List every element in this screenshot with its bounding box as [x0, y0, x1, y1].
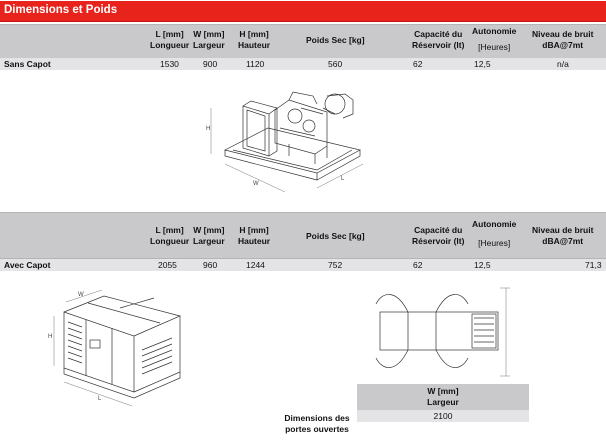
doors-value: 2100 — [357, 410, 529, 422]
header-autonomie: Autonomie [Heures] — [472, 26, 517, 52]
genset-open-drawing — [205, 88, 375, 200]
header-bruit: Niveau de bruit dBA@7mt — [532, 29, 594, 50]
header-capacite: Capacité du Réservoir (lt) — [412, 29, 465, 50]
header-sans-capot — [0, 24, 606, 60]
header-h: H [mm] Hauteur — [238, 225, 271, 246]
cell-autonomie: 12,5 — [474, 59, 491, 69]
cell-w: 900 — [203, 59, 218, 69]
header-poids: Poids Sec [kg] — [306, 231, 365, 241]
cell-l: 2055 — [158, 260, 177, 270]
row-sans-capot — [0, 58, 606, 70]
dim-label-l: L — [98, 396, 102, 402]
doors-header: W [mm] Largeur — [357, 384, 529, 410]
doors-open-drawing — [372, 284, 522, 384]
dim-label-h: H — [48, 334, 53, 340]
section-title: Dimensions et Poids — [4, 4, 118, 16]
header-autonomie: Autonomie [Heures] — [472, 219, 517, 248]
cell-poids: 560 — [328, 59, 343, 69]
header-l: L [mm] Longueur — [150, 225, 190, 246]
row-label: Sans Capot — [4, 59, 51, 69]
cell-l: 1530 — [160, 59, 179, 69]
cell-bruit: n/a — [557, 59, 569, 69]
row-avec-capot — [0, 259, 606, 271]
section-title-bar — [0, 0, 606, 22]
header-w: W [mm] Largeur — [193, 225, 225, 246]
dim-label-l: L — [341, 176, 345, 182]
header-w: W [mm] Largeur — [193, 29, 225, 50]
header-h: H [mm] Hauteur — [238, 29, 271, 50]
cell-capacite: 62 — [413, 260, 423, 270]
doors-label: Dimensions des portes ouvertes — [284, 413, 350, 434]
header-l: L [mm] Longueur — [150, 29, 190, 50]
doors-table — [357, 384, 529, 422]
genset-canopy-drawing — [42, 288, 202, 414]
dim-label-w: W — [78, 292, 84, 298]
header-capacite: Capacité du Réservoir (lt) — [412, 225, 465, 246]
dim-label-w: W — [253, 181, 259, 187]
cell-poids: 752 — [328, 260, 343, 270]
cell-autonomie: 12,5 — [474, 260, 491, 270]
cell-capacite: 62 — [413, 59, 423, 69]
header-avec-capot — [0, 212, 606, 259]
cell-bruit: 71,3 — [585, 260, 602, 270]
cell-w: 960 — [203, 260, 218, 270]
row-label: Avec Capot — [4, 260, 51, 270]
cell-h: 1244 — [246, 260, 265, 270]
dim-label-h: H — [206, 126, 211, 132]
cell-h: 1120 — [246, 59, 265, 69]
header-poids: Poids Sec [kg] — [306, 35, 365, 45]
header-bruit: Niveau de bruit dBA@7mt — [532, 225, 594, 246]
